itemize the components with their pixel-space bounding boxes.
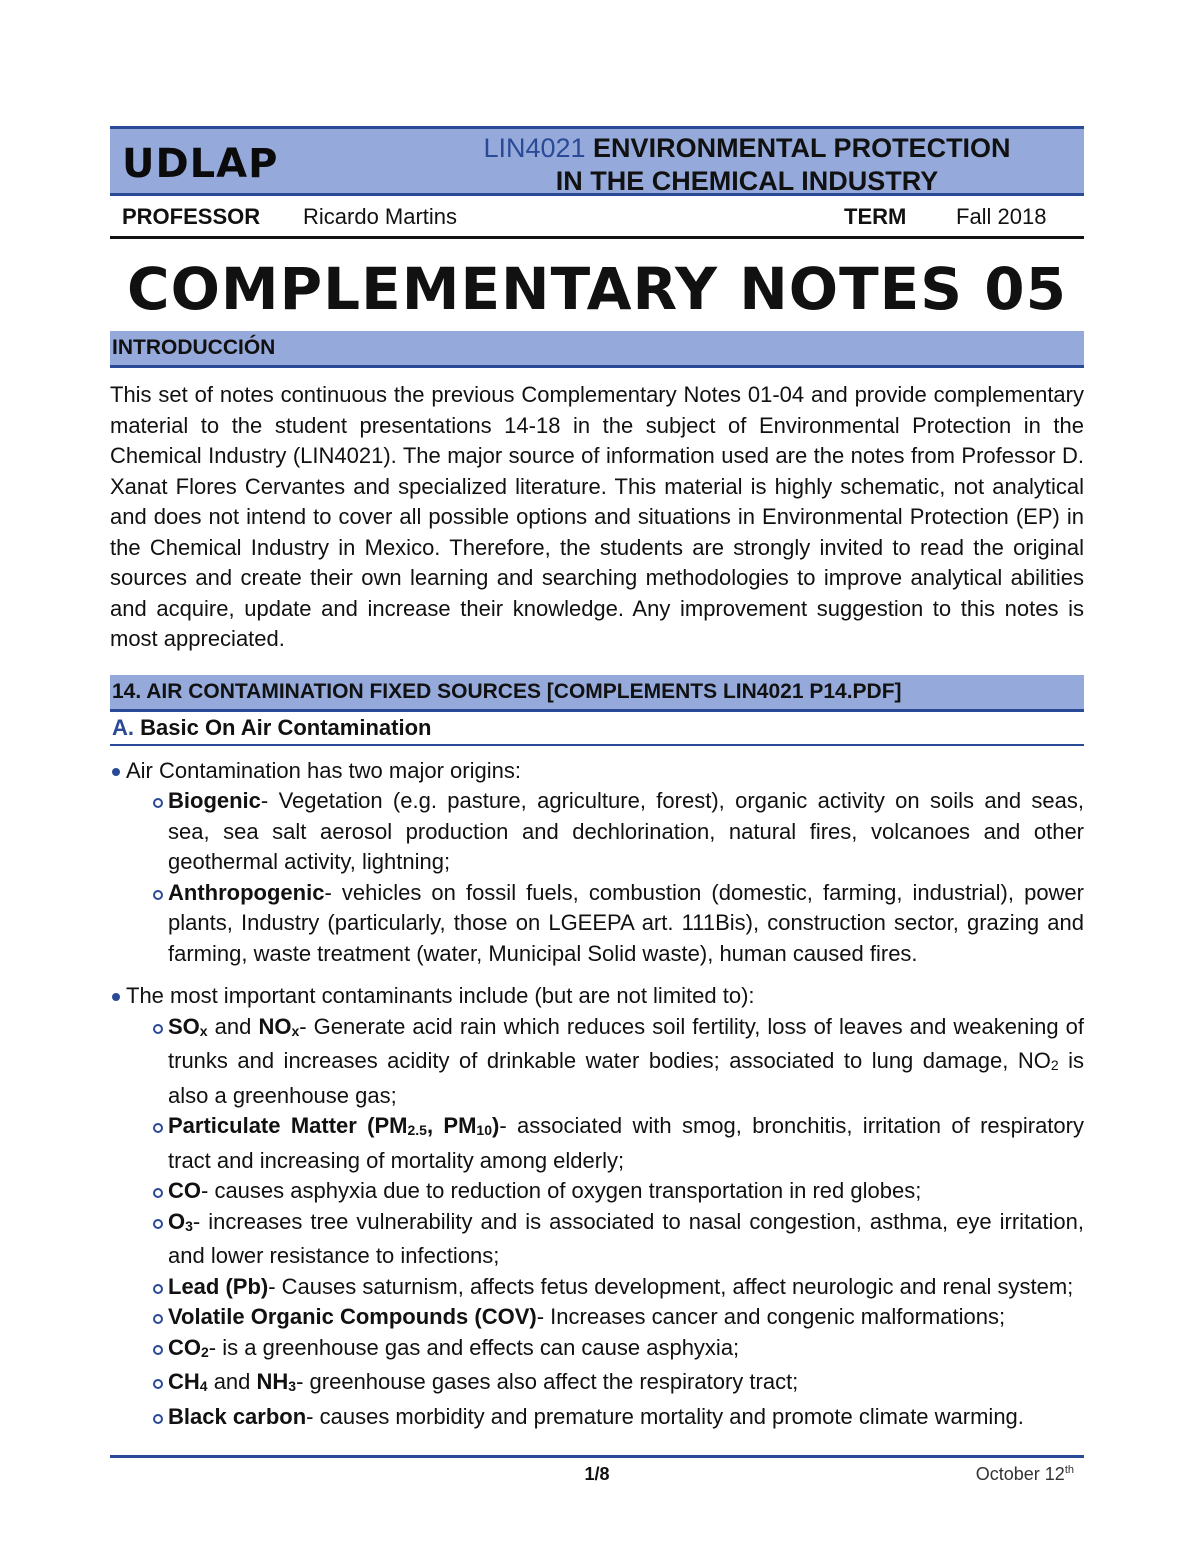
subsection-a-heading bbox=[110, 712, 1084, 746]
term-lead: Lead (Pb) bbox=[168, 1273, 269, 1299]
bullet-text: The most important contaminants include (but are not limited to): bbox=[126, 983, 755, 1008]
bullet-ring-icon bbox=[153, 1314, 163, 1324]
term-ch4: $CH_4$ bbox=[168, 1369, 208, 1394]
term-anthropogenic: Anthropogenic bbox=[168, 879, 325, 905]
item-text: - Vegetation (e.g. pasture, agriculture, forest), organic activity on soils and seas, sea, sea salt aerosol production and dechlorination, natural fires, volcanoes and other geothermal activity, lightning; bbox=[168, 788, 1084, 874]
item-text: - Causes saturnism, affects fetus development, affect neurologic and renal system; bbox=[268, 1273, 1074, 1299]
document-page bbox=[110, 126, 1084, 1444]
list-item: $CH_4$ and $NH_3-$ greenhouse gases also affect the respiratory tract; bbox=[152, 1367, 1084, 1402]
footer-date: October 12th bbox=[975, 1464, 1074, 1484]
bullet-ring-icon bbox=[153, 890, 163, 900]
course-code: LIN4021 bbox=[483, 133, 586, 163]
page-title: COMPLEMENTARY NOTES 05 bbox=[127, 255, 1067, 323]
list-item bbox=[152, 878, 1084, 970]
list-item bbox=[152, 786, 1084, 878]
sub-list bbox=[126, 1012, 1084, 1433]
bullet-text: Air Contamination has two major origins: bbox=[126, 757, 521, 783]
item-text: - is a greenhouse gas and effects can cause asphyxia; bbox=[208, 1334, 740, 1360]
list-item: $SO_x$ and $NO_x-$ Generate acid rain which reduces soil fertility, loss of leaves and weakening of trunks and increases acidity of drinkable water bodies; associated to lung damage, $NO_2$ is also a greenhouse gas; bbox=[152, 1012, 1084, 1112]
list-item bbox=[152, 1333, 1084, 1368]
item-text: - causes asphyxia due to reduction of oxygen transportation in red globes; bbox=[201, 1178, 922, 1203]
header-info-row bbox=[110, 196, 1084, 239]
list-item bbox=[110, 981, 1084, 1432]
bullet-ring-icon bbox=[153, 1414, 163, 1424]
udlap-logo: UDLAP bbox=[122, 141, 279, 187]
bullet-dot-icon bbox=[112, 993, 120, 1001]
list-item bbox=[110, 756, 1084, 970]
bullet-list bbox=[110, 756, 1084, 1433]
bullet-ring-icon bbox=[153, 1219, 163, 1229]
item-text: - associated with smog, bronchitis, irritation of respiratory tract and increasing of mortality among elderly; bbox=[168, 1113, 1084, 1173]
term-biogenic: Biogenic bbox=[168, 788, 261, 813]
bullet-ring-icon bbox=[153, 798, 163, 808]
item-text: - causes morbidity and premature mortality and promote climate warming. bbox=[306, 1403, 1024, 1429]
term-sox: $SO_x$ bbox=[168, 1013, 208, 1039]
professor-label: PROFESSOR bbox=[122, 204, 261, 229]
intro-paragraph: This set of notes continuous the previous Complementary Notes 01-04 and provide complementary material to the student presentations 14-18 in the subject of Environmental Protection in the Chemical Industry (LIN4021). The major source of information used are the notes from Professor D. Xanat Flores Cervantes and specialized literature. This material is highly schematic, not analytical and does not intend to cover all possible options and situations in Environmental Protection (EP) in the Chemical Industry in Mexico. Therefore, the students are strongly invited to read the original sources and create their own learning and searching methodologies to improve analytical abilities and acquire, update and increase their knowledge. Any improvement suggestion to this notes is most appreciated. bbox=[110, 382, 1084, 651]
section-14-heading: 14. AIR CONTAMINATION FIXED SOURCES [COMPLEMENTS LIN4021 P14.PDF] bbox=[110, 675, 1084, 712]
bullet-ring-icon bbox=[153, 1188, 163, 1198]
list-item bbox=[152, 1176, 1084, 1207]
term-black-carbon: Black carbon bbox=[168, 1403, 307, 1429]
professor-name: Ricardo Martins bbox=[303, 204, 458, 229]
term-value: Fall 2018 bbox=[956, 204, 1047, 229]
bullet-ring-icon bbox=[153, 1284, 163, 1294]
term-o3: $O_3$ bbox=[168, 1208, 193, 1234]
bullet-ring-icon bbox=[153, 1379, 163, 1389]
list-item bbox=[152, 1111, 1084, 1176]
term-co: CO bbox=[168, 1178, 201, 1203]
list-item bbox=[152, 1272, 1084, 1303]
term-nox: $NO_x$ bbox=[258, 1013, 300, 1039]
item-text: - greenhouse gases also affect the respiratory tract; bbox=[296, 1369, 799, 1394]
intro-heading: INTRODUCCIÓN bbox=[110, 331, 1084, 368]
list-item bbox=[152, 1302, 1084, 1333]
list-item bbox=[152, 1402, 1084, 1433]
term-label: TERM bbox=[844, 204, 907, 229]
item-text: - vehicles on fossil fuels, combustion (domestic, farming, industrial), power plants, Industry (particularly, those on LGEEPA art. 111Bis), construction sector, grazing and farming, waste treatment (water, Municipal Solid waste), human caused fires. bbox=[168, 879, 1084, 966]
term-particulate-matter: Particulate Matter ($PM_{2.5}$, $PM_{10}$) bbox=[168, 1113, 500, 1138]
subsection-title: Basic On Air Contamination bbox=[140, 714, 432, 740]
bullet-ring-icon bbox=[153, 1024, 163, 1034]
list-item bbox=[152, 1207, 1084, 1272]
term-nh3: $NH_3$ bbox=[256, 1369, 297, 1394]
item-text: is also a greenhouse gas; bbox=[168, 1048, 1084, 1108]
course-line-1: ENVIRONMENTAL PROTECTION bbox=[593, 133, 1011, 163]
header-banner bbox=[110, 126, 1084, 196]
term-co2: $CO_2$ bbox=[168, 1334, 209, 1360]
bullet-ring-icon bbox=[153, 1345, 163, 1355]
course-title bbox=[410, 132, 1084, 198]
item-text: - Generate acid rain which reduces soil fertility, loss of leaves and weakening of trunks and increases acidity of drinkable water bodies; associated to lung damage, NO bbox=[168, 1013, 1084, 1073]
page-footer bbox=[110, 1455, 1084, 1484]
item-text: - increases tree vulnerability and is associated to nasal congestion, asthma, eye irritation, and lower resistance to infections; bbox=[168, 1208, 1084, 1268]
subsection-letter: A. bbox=[112, 714, 134, 740]
page-number: 1/8 bbox=[584, 1464, 610, 1484]
bullet-dot-icon bbox=[112, 768, 120, 776]
item-text: - Increases cancer and congenic malformations; bbox=[536, 1304, 1006, 1329]
bullet-ring-icon bbox=[153, 1123, 163, 1133]
course-line-2: IN THE CHEMICAL INDUSTRY bbox=[555, 166, 939, 196]
term-cov: Volatile Organic Compounds (COV) bbox=[168, 1304, 537, 1329]
sub-list bbox=[126, 786, 1084, 969]
